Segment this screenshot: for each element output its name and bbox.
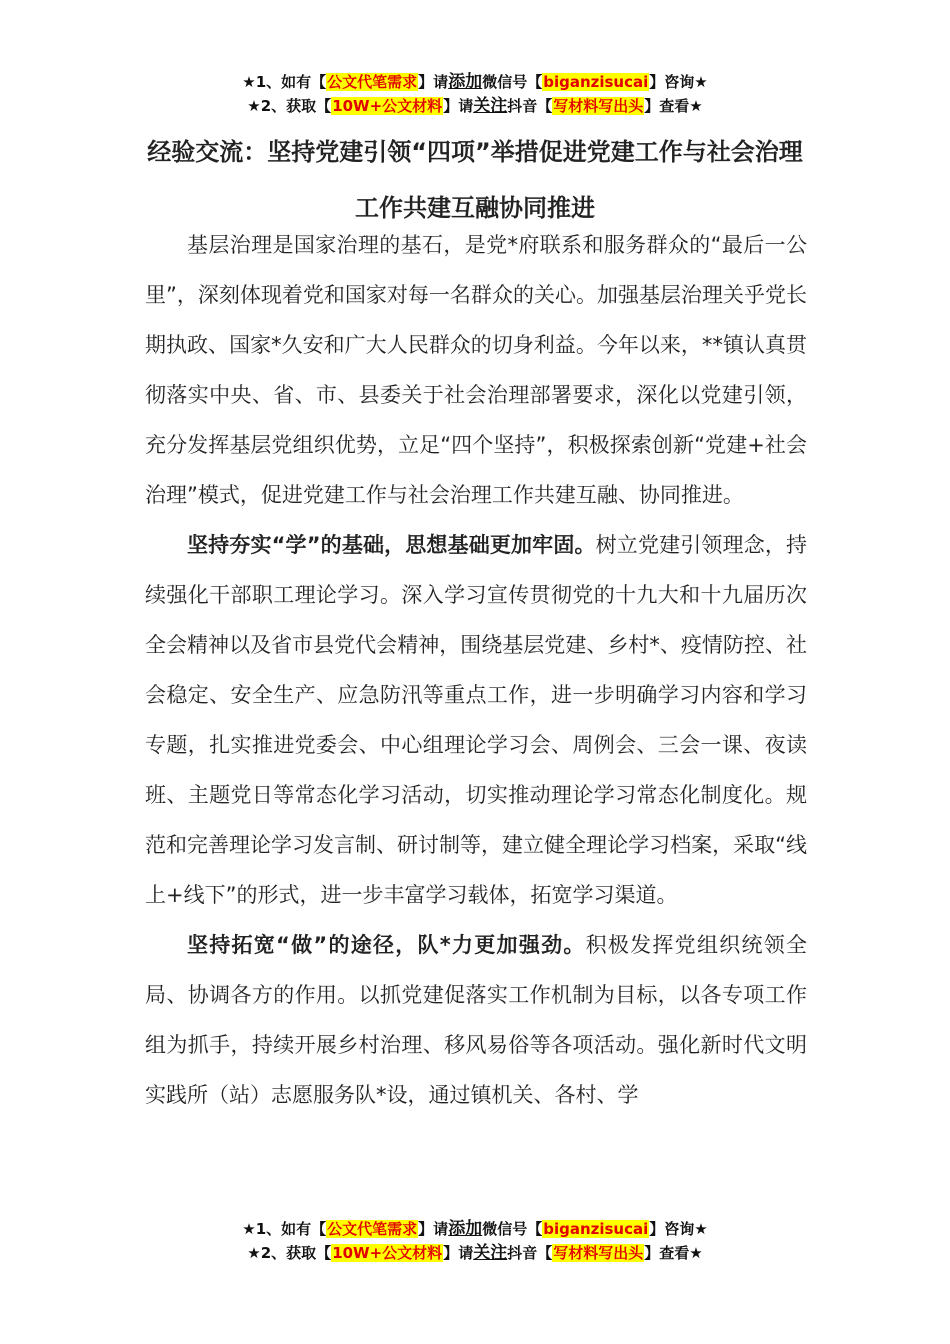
banner-text: 】请 <box>418 73 449 91</box>
banner-text: ★2、获取【 <box>247 1244 332 1262</box>
banner-text: 微信号【 <box>482 1220 543 1238</box>
banner-highlight: 写材料写出头 <box>553 1244 644 1262</box>
banner-text: 】查看★ <box>644 1244 703 1262</box>
banner-highlight: 写材料写出头 <box>553 97 644 115</box>
paragraph-text: 树立党建引领理念，持续强化干部职工理论学习。深入学习宣传贯彻党的十九大和十九届历次全会精神以及省市县党代会精神，围绕基层党建、乡村*、疫情防控、社会稳定、安全生产、应急防汛等重点工作，进一步明确学习内容和学习专题，扎实推进党委会、中心组理论学习会、周例会、三会一课、夜读班、主题党日等常态化学习活动，切实推动理论学习常态化制度化。规范和完善理论学习发言制、研讨制等，建立健全理论学习档案，采取“线上+线下”的形式，进一步丰富学习载体，拓宽学习渠道。 <box>145 533 808 907</box>
banner-text: 】咨询★ <box>649 73 708 91</box>
banner-text: ★1、如有【 <box>242 1220 327 1238</box>
footer-banner <box>0 1217 950 1265</box>
banner-line-1 <box>0 70 950 94</box>
banner-underlined: 关注 <box>473 96 508 116</box>
document-body <box>145 220 807 1120</box>
banner-text: ★1、如有【 <box>242 73 327 91</box>
banner-text: 抖音【 <box>507 97 553 115</box>
banner-line-2 <box>0 1241 950 1265</box>
paragraph-text: 积极发挥党组织统领全局、协调各方的作用。以抓党建促落实工作机制为目标，以各专项工作组为抓手，持续开展乡村治理、移风易俗等各项活动。强化新时代文明实践所（站）志愿服务队*设，通过镇机关、各村、学 <box>145 933 808 1107</box>
paragraph-heading: 坚持夯实“学”的基础，思想基础更加牢固。 <box>187 533 596 557</box>
banner-underlined: 关注 <box>473 1243 508 1263</box>
banner-text: 】请 <box>418 1220 449 1238</box>
banner-highlight: biganzisucai <box>543 1220 649 1238</box>
banner-text: 微信号【 <box>482 73 543 91</box>
banner-highlight: 公文代笔需求 <box>327 73 418 91</box>
paragraph-text: 基层治理是国家治理的基石，是党*府联系和服务群众的“最后一公里”，深刻体现着党和国家对每一名群众的关心。加强基层治理关乎党长期执政、国家*久安和广大人民群众的切身利益。今年以来，**镇认真贯彻落实中央、省、市、县委关于社会治理部署要求，深化以党建引领，充分发挥基层党组织优势，立足“四个坚持”，积极探索创新“党建+社会治理”模式，促进党建工作与社会治理工作共建互融、协同推进。 <box>145 233 807 507</box>
banner-highlight: 公文代笔需求 <box>327 1220 418 1238</box>
banner-line-1 <box>0 1217 950 1241</box>
document-title: 经验交流：坚持党建引领“四项”举措促进党建工作与社会治理工作共建互融协同推进 <box>147 138 803 222</box>
banner-highlight: 10W+公文材料 <box>332 1244 443 1262</box>
banner-highlight: biganzisucai <box>543 73 649 91</box>
banner-underlined: 添加 <box>448 72 483 92</box>
banner-text: 】查看★ <box>644 97 703 115</box>
banner-highlight: 10W+公文材料 <box>332 97 443 115</box>
header-banner <box>0 70 950 118</box>
paragraph-heading: 坚持拓宽“做”的途径，队*力更加强劲。 <box>187 933 586 957</box>
banner-text: 】请 <box>443 1244 474 1262</box>
banner-line-2 <box>0 94 950 118</box>
banner-underlined: 添加 <box>448 1219 483 1239</box>
paragraph-intro <box>145 220 807 520</box>
banner-text: ★2、获取【 <box>247 97 332 115</box>
banner-text: 】请 <box>443 97 474 115</box>
banner-text: 】咨询★ <box>649 1220 708 1238</box>
paragraph-action <box>145 920 807 1120</box>
paragraph-study <box>145 520 807 920</box>
banner-text: 抖音【 <box>507 1244 553 1262</box>
